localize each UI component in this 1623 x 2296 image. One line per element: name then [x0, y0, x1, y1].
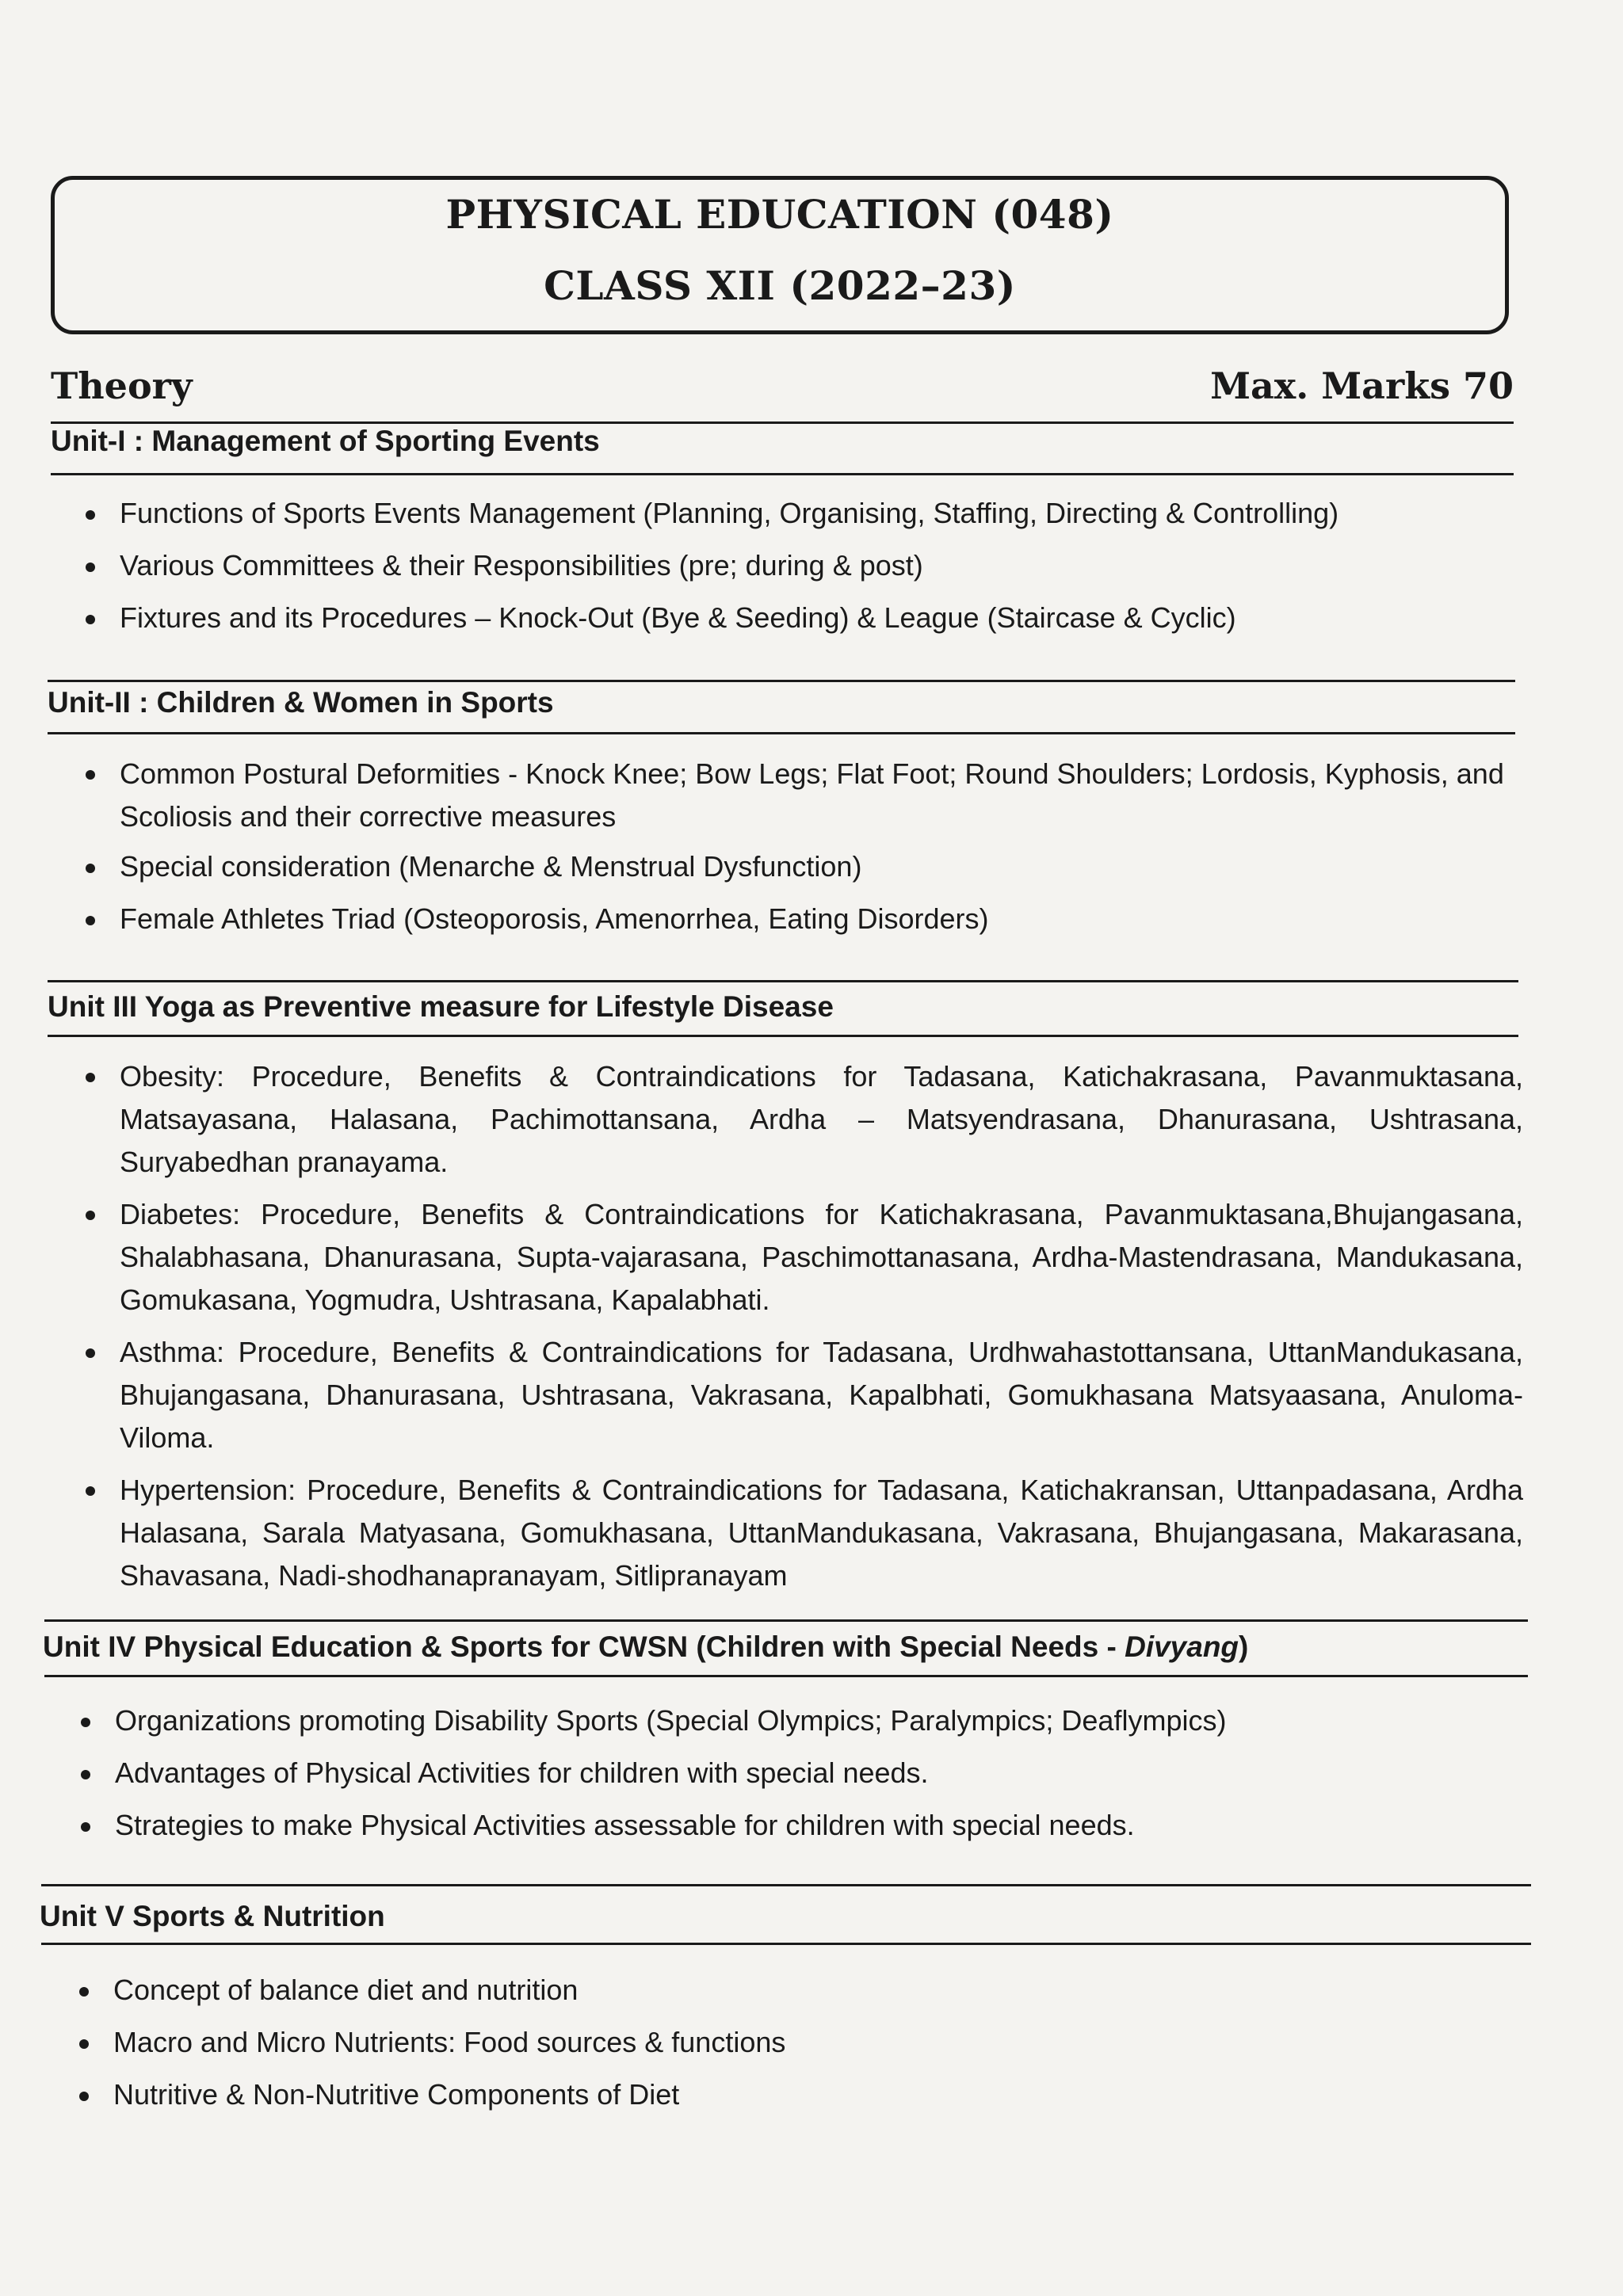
divider: [44, 1619, 1528, 1622]
divider: [41, 1884, 1531, 1886]
divider: [44, 1675, 1528, 1677]
list-item-text: Asthma: Procedure, Benefits & Contraindications for Tadasana, Urdhwahastottansana, UttanMandukasana, Bhujangasana, Dhanurasana, Ushtrasana, Vakrasana, Kapalbhati, Gomukhasana Matsyaasana, Anuloma-Viloma.: [120, 1336, 1523, 1454]
max-marks-label: Max. Marks 70: [1210, 364, 1514, 407]
divider: [48, 1035, 1518, 1037]
unit-3-list: [82, 1055, 1523, 1607]
list-item: [82, 753, 1523, 838]
list-item-text: Common Postural Deformities - Knock Knee; Bow Legs; Flat Foot; Round Shoulders; Lordosis, Kyphosis, and Scoliosis and their corrective measures: [120, 757, 1504, 833]
list-item: Macro and Micro Nutrients: Food sources & functions: [76, 2022, 1518, 2063]
list-item-text: Obesity: Procedure, Benefits & Contraindications for Tadasana, Katichakrasana, Pavanmuktasana, Matsayasana, Halasana, Pachimottansana, Ardha – Matsyendrasana, Dhanurasana, Ushtrasana, Suryabedhan pranayama.: [120, 1060, 1523, 1178]
divider: [48, 732, 1515, 734]
list-item: Strategies to make Physical Activities assessable for children with special needs.: [78, 1805, 1520, 1846]
divider: [41, 1943, 1531, 1945]
list-item: [82, 1193, 1523, 1322]
unit-2-list: [82, 753, 1523, 951]
unit-1-list: [82, 493, 1509, 650]
theory-label: Theory: [51, 364, 193, 407]
divider: [48, 680, 1515, 682]
unit-4-heading-text: Unit IV Physical Education & Sports for CWSN (Children with Special Needs -: [43, 1630, 1125, 1663]
list-item: Concept of balance diet and nutrition: [76, 1970, 1518, 2011]
unit-5-list: [76, 1970, 1518, 2126]
list-item: [82, 1331, 1523, 1459]
list-item: Fixtures and its Procedures – Knock-Out (Bye & Seeding) & League (Staircase & Cyclic): [82, 597, 1509, 639]
list-item: Nutritive & Non-Nutritive Components of Diet: [76, 2074, 1518, 2115]
class-title: CLASS XII (2022–23): [544, 262, 1016, 309]
divider: [51, 421, 1514, 424]
unit-3-heading: Unit III Yoga as Preventive measure for Lifestyle Disease: [48, 990, 834, 1023]
list-item: Various Committees & their Responsibilities (pre; during & post): [82, 545, 1509, 586]
title-box: [51, 176, 1509, 334]
list-item: [82, 1469, 1523, 1597]
list-item: Advantages of Physical Activities for children with special needs.: [78, 1753, 1520, 1794]
list-item: Special consideration (Menarche & Menstrual Dysfunction): [82, 846, 1523, 887]
unit-4-heading-italic: Divyang: [1125, 1630, 1239, 1663]
divider: [51, 473, 1514, 475]
unit-4-heading: [43, 1630, 1248, 1664]
list-item: [82, 1055, 1523, 1184]
list-item: Functions of Sports Events Management (Planning, Organising, Staffing, Directing & Controlling): [82, 493, 1509, 534]
unit-2-heading: Unit-II : Children & Women in Sports: [48, 686, 554, 719]
list-item-text: Diabetes: Procedure, Benefits & Contraindications for Katichakrasana, Pavanmuktasana,Bhujangasana, Shalabhasana, Dhanurasana, Supta-vajarasana, Paschimottanasana, Ardha-Mastendrasana, Mandukasana, Gomukasana, Yogmudra, Ushtrasana, Kapalabhati.: [120, 1198, 1523, 1316]
subject-title: PHYSICAL EDUCATION (048): [445, 191, 1114, 238]
unit-4-heading-end: ): [1239, 1630, 1249, 1663]
unit-5-heading: Unit V Sports & Nutrition: [40, 1900, 385, 1932]
list-item: Organizations promoting Disability Sports (Special Olympics; Paralympics; Deaflympics): [78, 1700, 1520, 1741]
list-item-text: Hypertension: Procedure, Benefits & Contraindications for Tadasana, Katichakransan, Uttanpadasana, Ardha Halasana, Sarala Matyasana, Gomukhasana, UttanMandukasana, Vakrasana, Bhujangasana, Makarasana, Shavasana, Nadi-shodhanapranayam, Sitlipranayam: [120, 1474, 1523, 1592]
list-item: Female Athletes Triad (Osteoporosis, Amenorrhea, Eating Disorders): [82, 898, 1523, 940]
theory-row: [51, 360, 1514, 415]
divider: [48, 980, 1518, 982]
unit-1-heading: Unit-I : Management of Sporting Events: [51, 425, 600, 457]
unit-4-list: [78, 1700, 1520, 1857]
